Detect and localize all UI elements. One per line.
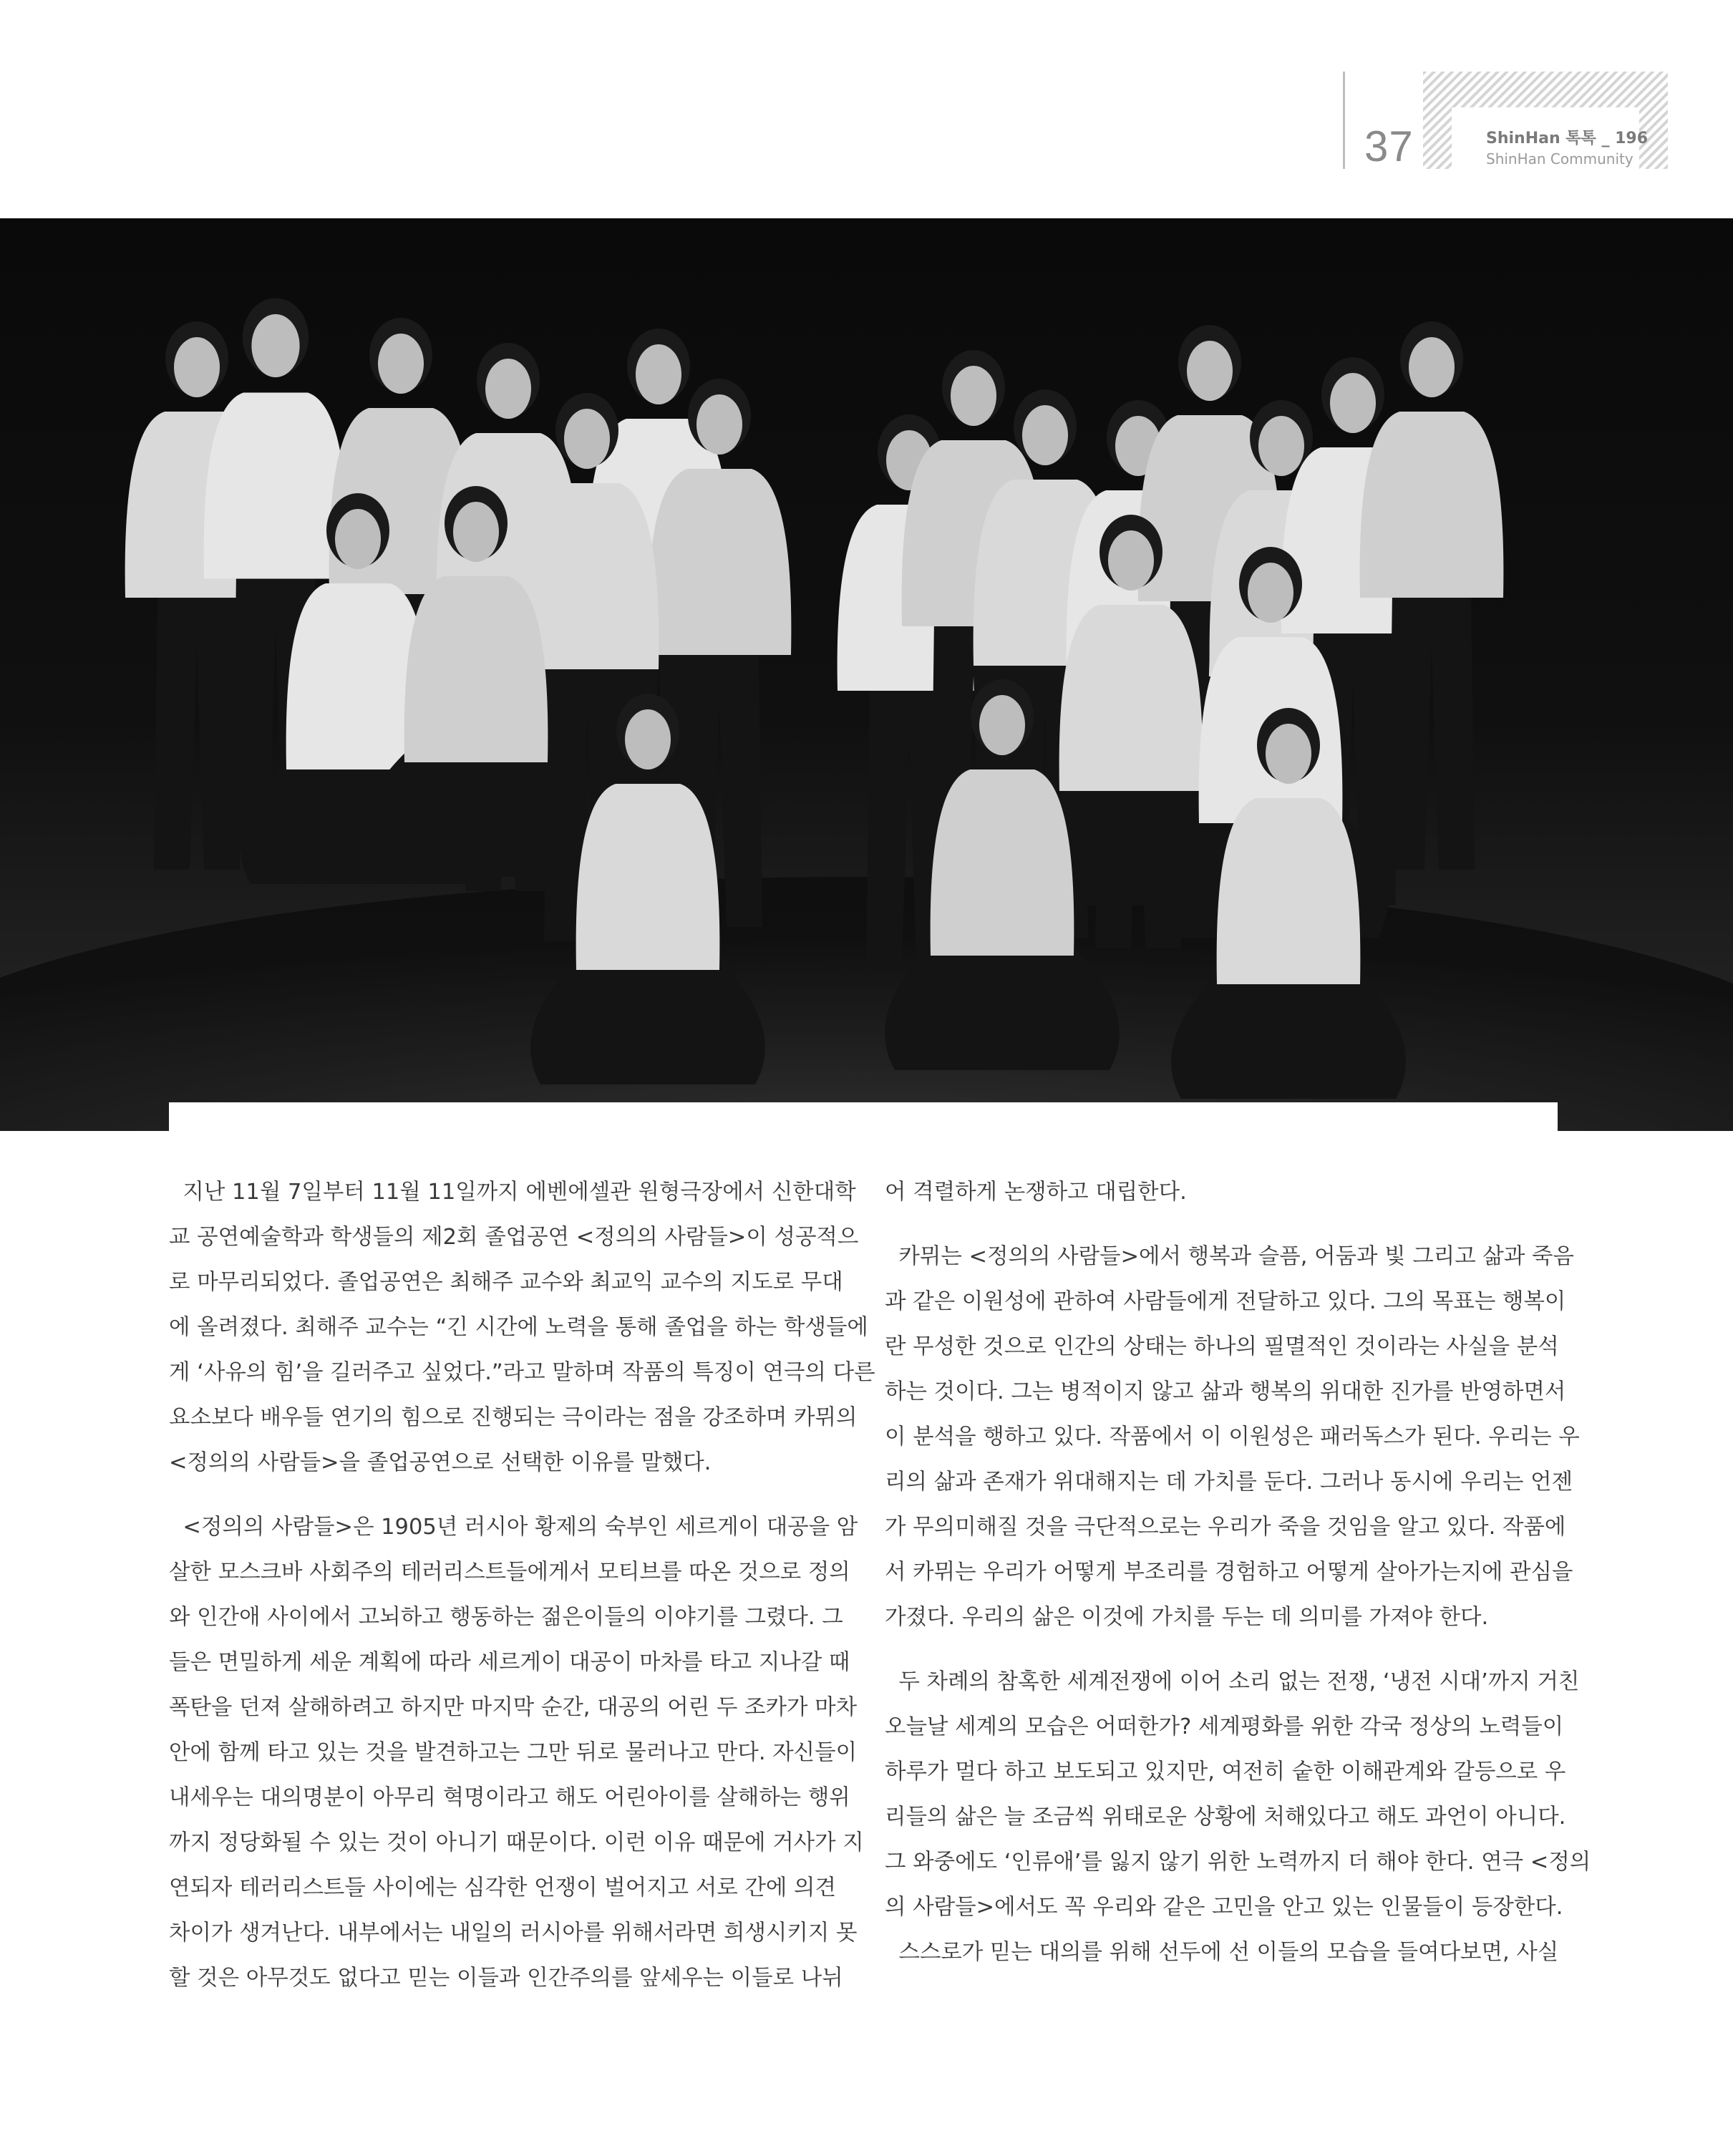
text-line: 와 인간애 사이에서 고뇌하고 행동하는 젊은이들의 이야기를 그렸다. 그 — [169, 1605, 843, 1630]
text-line: 할 것은 아무것도 없다고 믿는 이들과 인간주의를 앞세우는 이들로 나뉘 — [169, 1966, 843, 1991]
photo-bottom-band — [169, 1102, 1558, 1131]
text-line: 두 차례의 참혹한 세계전쟁에 이어 소리 없는 전쟁, ‘냉전 시대’까지 거친 — [885, 1669, 1580, 1694]
text-line: 서 카뮈는 우리가 어떻게 부조리를 경험하고 어떻게 살아가는지에 관심을 — [885, 1560, 1573, 1585]
article-left-column — [169, 1170, 875, 2001]
text-line: 연되자 테러리스트들 사이에는 심각한 언쟁이 벌어지고 서로 간에 의견 — [169, 1875, 836, 1900]
magazine-issue-title: ShinHan 톡톡 _ 196 — [1486, 130, 1649, 147]
text-line: 의 사람들>에서도 꼭 우리와 같은 고민을 안고 있는 인물들이 등장한다. — [885, 1895, 1563, 1920]
text-line: 차이가 생겨난다. 내부에서는 내일의 러시아를 위해서라면 희생시키지 못 — [169, 1921, 858, 1946]
text-line: 리들의 삶은 늘 조금씩 위태로운 상황에 처해있다고 해도 과언이 아니다. — [885, 1805, 1566, 1830]
page-number: 37 — [1364, 122, 1414, 170]
text-line: 가 무의미해질 것을 극단적으로는 우리가 죽을 것임을 알고 있다. 작품에 — [885, 1515, 1566, 1540]
article-right-column — [885, 1170, 1591, 1975]
text-line: 란 무성한 것으로 인간의 상태는 하나의 필멸적인 것이라는 사실을 분석 — [885, 1334, 1559, 1359]
text-line: 스스로가 믿는 대의를 위해 선두에 선 이들의 모습을 들여다보면, 사실 — [885, 1940, 1559, 1965]
left-paragraph — [169, 1505, 864, 2001]
text-line: 어 격렬하게 논쟁하고 대립한다. — [885, 1180, 1187, 1205]
text-line: 오늘날 세계의 모습은 어떠한가? 세계평화를 위한 각국 정상의 노력들이 — [885, 1714, 1564, 1739]
text-line: 에 올려졌다. 최해주 교수는 “긴 시간에 노력을 통해 졸업을 하는 학생들에 — [169, 1315, 868, 1340]
left-paragraph — [169, 1170, 875, 1485]
text-line: 까지 정당화될 수 있는 것이 아니기 때문이다. 이런 이유 때문에 거사가 지 — [169, 1830, 864, 1855]
text-line: 요소보다 배우들 연기의 힘으로 진행되는 극이라는 점을 강조하며 카뮈의 — [169, 1405, 858, 1430]
section-name: ShinHan Community — [1486, 150, 1634, 167]
text-line: 하는 것이다. 그는 병적이지 않고 삶과 행복의 위대한 진가를 반영하면서 — [885, 1379, 1566, 1404]
text-line: 지난 11월 7일부터 11월 11일까지 에벤에셀관 원형극장에서 신한대학 — [169, 1180, 856, 1205]
text-line: 과 같은 이원성에 관하여 사람들에게 전달하고 있다. 그의 목표는 행복이 — [885, 1289, 1566, 1314]
text-line: 교 공연예술학과 학생들의 제2회 졸업공연 <정의의 사람들>이 성공적으 — [169, 1225, 859, 1250]
right-paragraph — [885, 1659, 1591, 1975]
text-line: 내세우는 대의명분이 아무리 혁명이라고 해도 어린아이를 살해하는 행위 — [169, 1785, 850, 1810]
paragraph-gap — [885, 1640, 1560, 1659]
text-line: 들은 면밀하게 세운 계획에 따라 세르게이 대공이 마차를 타고 지나갈 때 — [169, 1650, 850, 1675]
text-line: <정의의 사람들>은 1905년 러시아 황제의 숙부인 세르게이 대공을 암 — [169, 1515, 858, 1540]
text-line: 이 분석을 행하고 있다. 작품에서 이 이원성은 패러독스가 된다. 우리는 우 — [885, 1424, 1580, 1450]
right-paragraph — [885, 1170, 1560, 1215]
text-line: 그 와중에도 ‘인류애’를 잃지 않기 위한 노력까지 더 해야 한다. 연극 <정의 — [885, 1850, 1591, 1875]
text-line: 게 ‘사유의 힘’을 길러주고 싶었다.”라고 말하며 작품의 특징이 연극의 다른 — [169, 1360, 875, 1385]
text-line: 가졌다. 우리의 삶은 이것에 가치를 두는 데 의미를 가져야 한다. — [885, 1605, 1489, 1630]
text-line: 살한 모스크바 사회주의 테러리스트들에게서 모티브를 따온 것으로 정의 — [169, 1560, 850, 1585]
text-line: 리의 삶과 존재가 위대해지는 데 가치를 둔다. 그러나 동시에 우리는 언젠 — [885, 1470, 1573, 1495]
paragraph-gap — [885, 1215, 1560, 1234]
group-photo-image — [0, 218, 1733, 1131]
text-line: <정의의 사람들>을 졸업공연으로 선택한 이유를 말했다. — [169, 1450, 712, 1475]
paragraph-gap — [169, 1485, 845, 1505]
right-paragraph — [885, 1234, 1580, 1640]
header-divider — [1343, 72, 1345, 169]
text-line: 카뮈는 <정의의 사람들>에서 행복과 슬픔, 어둠과 빛 그리고 삶과 죽음 — [885, 1244, 1574, 1269]
text-line: 로 마무리되었다. 졸업공연은 최해주 교수와 최교익 교수의 지도로 무대 — [169, 1270, 843, 1295]
text-line: 폭탄을 던져 살해하려고 하지만 마지막 순간, 대공의 어린 두 조카가 마차 — [169, 1695, 858, 1720]
text-line: 하루가 멀다 하고 보도되고 있지만, 여전히 숱한 이해관계와 갈등으로 우 — [885, 1759, 1566, 1784]
text-line: 안에 함께 타고 있는 것을 발견하고는 그만 뒤로 물러나고 만다. 자신들이 — [169, 1740, 858, 1765]
